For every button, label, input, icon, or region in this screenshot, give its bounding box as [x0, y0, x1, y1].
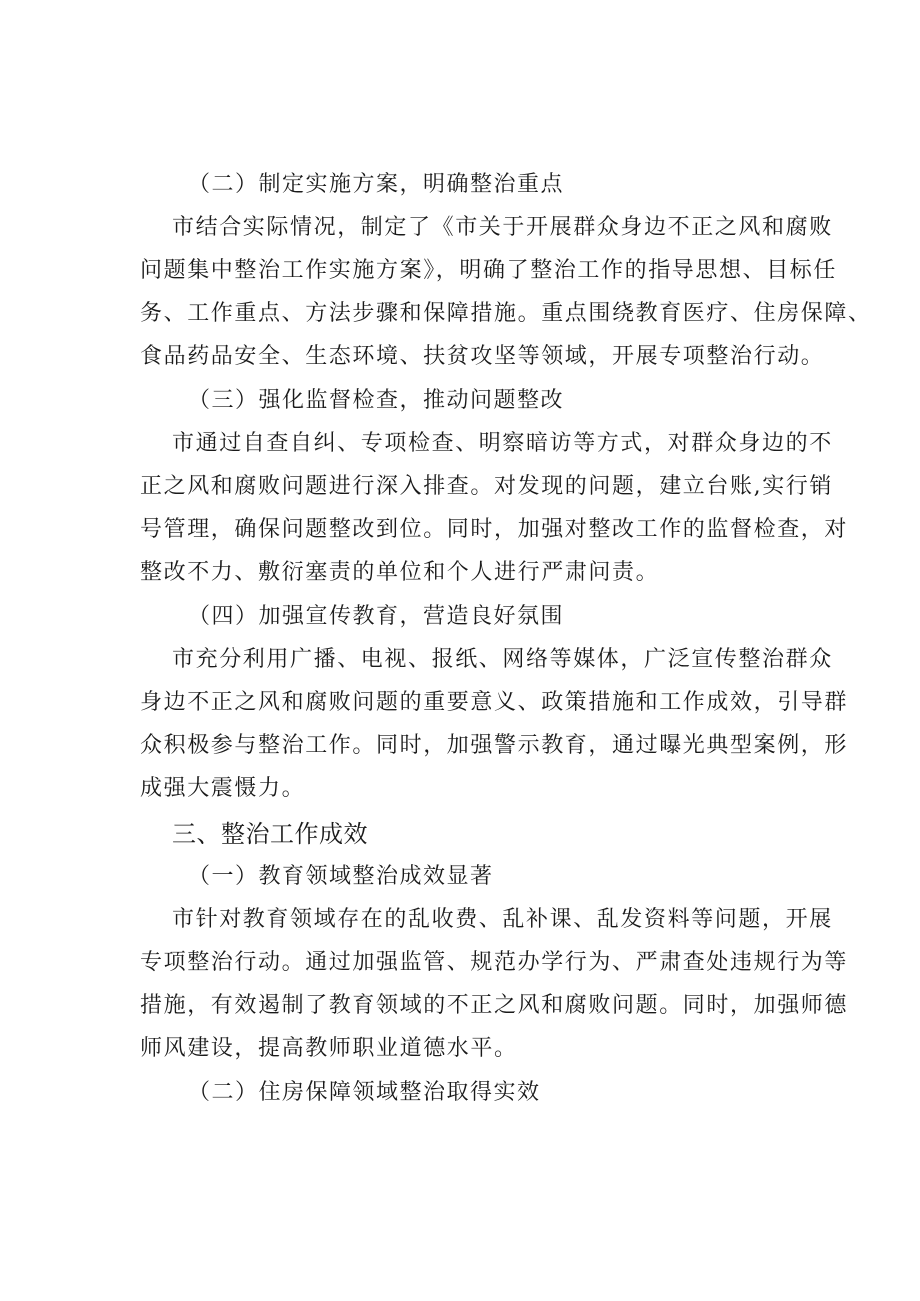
paragraph-line: 务、工作重点、方法步骤和保障措施。重点围绕教育医疗、住房保障、 — [140, 301, 872, 326]
paragraph-line: 专项整治行动。通过加强监管、规范办学行为、严肃查处违规行为等 — [140, 950, 849, 975]
paragraph-line: 市针对教育领域存在的乱收费、乱补课、乱发资料等问题，开展 — [172, 907, 833, 932]
section-heading: 三、整治工作成效 — [172, 820, 368, 848]
paragraph-line: 市充分利用广播、电视、报纸、网络等媒体，广泛宣传整治群众 — [172, 647, 833, 672]
paragraph-line: 众积极参与整治工作。同时，加强警示教育，通过曝光典型案例，形 — [140, 733, 849, 758]
section-subheading-1: （一）教育领域整治成效显著 — [188, 864, 494, 889]
paragraph-line: 身边不正之风和腐败问题的重要意义、政策措施和工作成效，引导群 — [140, 690, 849, 715]
section-subheading-2b: （二）住房保障领域整治取得实效 — [188, 1080, 541, 1105]
paragraph-line: 成强大震慑力。 — [140, 776, 306, 801]
section-subheading-2: （二）制定实施方案，明确整治重点 — [188, 172, 565, 197]
paragraph-line: 正之风和腐败问题进行深入排查。对发现的问题，建立台账,实行销 — [140, 474, 833, 499]
paragraph-line: 市通过自查自纠、专项检查、明察暗访等方式，对群众身边的不 — [172, 431, 833, 456]
section-subheading-4: （四）加强宣传教育，营造良好氛围 — [188, 604, 565, 629]
paragraph-line: 号管理，确保问题整改到位。同时，加强对整改工作的监督检查，对 — [140, 517, 849, 542]
paragraph-line: 市结合实际情况，制定了《市关于开展群众身边不正之风和腐败 — [172, 215, 833, 240]
paragraph-line: 食品药品安全、生态环境、扶贫攻坚等领域，开展专项整治行动。 — [140, 344, 825, 369]
paragraph-line: 问题集中整治工作实施方案》，明确了整治工作的指导思想、目标任 — [140, 258, 838, 283]
paragraph-line: 措施，有效遏制了教育领域的不正之风和腐败问题。同时，加强师德 — [140, 993, 849, 1018]
paragraph-line: 整改不力、敷衍塞责的单位和个人进行严肃问责。 — [140, 560, 660, 585]
paragraph-line: 师风建设，提高教师职业道德水平。 — [140, 1036, 518, 1061]
section-subheading-3: （三）强化监督检查，推动问题整改 — [188, 388, 565, 413]
